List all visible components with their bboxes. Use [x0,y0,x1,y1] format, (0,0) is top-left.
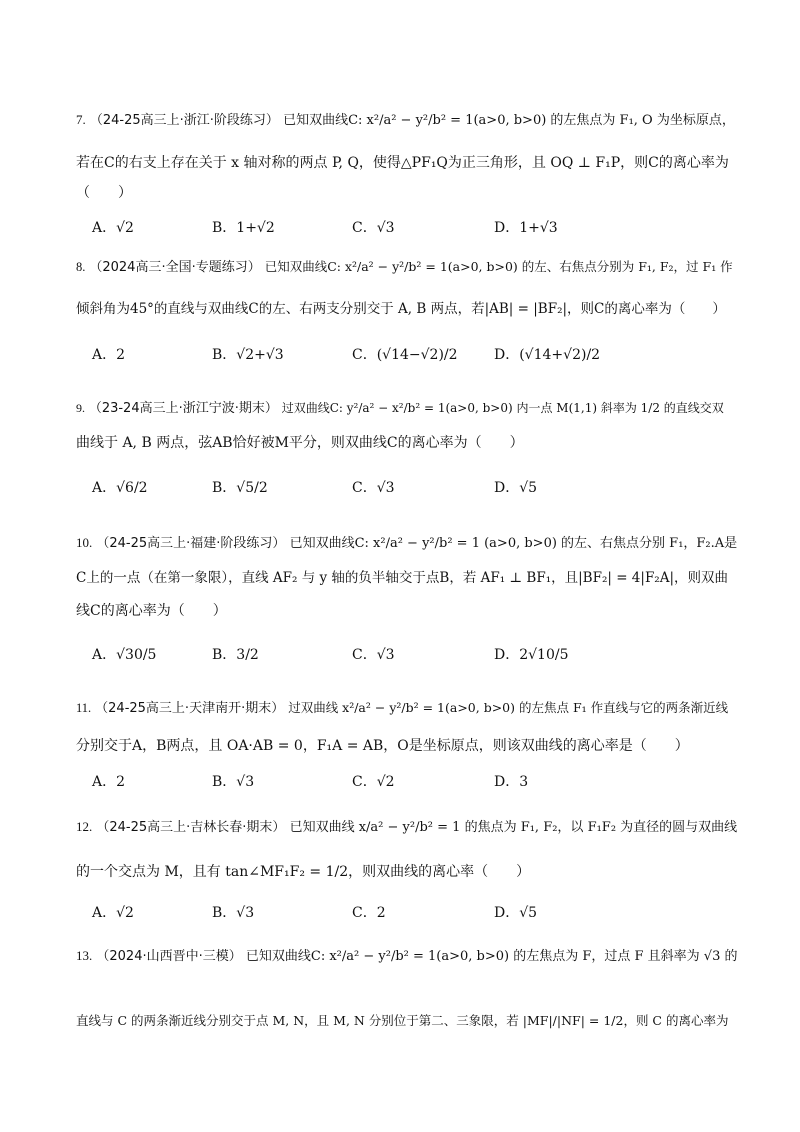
question-text-line: C上的一点（在第一象限），直线 AF₂ 与 y 轴的负半轴交于点B，若 AF₁ ⊥ BF₁，且|BF₂| = 4|F₂A|，则双曲 [76,570,729,586]
question-number: 9. [76,401,85,415]
question-text-line: （ ） [76,185,132,201]
option-b: B．3/2 [212,647,259,663]
option-c: C．2 [352,905,386,921]
question-text-line: 线C的离心率为（ ） [76,603,227,619]
option-d: D．√5 [494,480,538,496]
question-source: （24-25高三上·浙江·阶段练习） [89,113,279,128]
question-source: （24-25高三上·天津南开·期末） [95,701,285,716]
question-number: 10. [76,535,93,550]
question-text-line: 过双曲线C: y²/a² − x²/b² = 1(a>0, b>0) 内一点 M(1,1) 斜率为 1/2 的直线交双 [281,401,724,415]
option-d: D．2√10/5 [494,647,569,663]
question-source: （2024·山西晋中·三模） [96,949,242,964]
option-c: C．√3 [352,220,395,236]
question-text-line: 已知双曲线C: x²/a² − y²/b² = 1(a>0, b>0) 的左焦点为 F₁, O 为坐标原点， [283,113,735,128]
question-text-line: 过双曲线 x²/a² − y²/b² = 1(a>0, b>0) 的左焦点 F₁ 作直线与它的两条渐近线 [288,700,729,715]
option-b: B．√2+√3 [212,347,284,363]
option-b: B．√3 [212,905,255,921]
option-b: B．√3 [212,774,255,790]
question-source: （23-24高三上·浙江宁波·期末） [88,401,278,416]
option-d: D．√5 [494,905,538,921]
question-number: 7. [76,112,86,127]
question-text-line: 分别交于A，B两点，且 OA·AB = 0，F₁A = AB，O是坐标原点，则该双曲线的离心率是（ ） [76,738,689,754]
question-text-line: 已知双曲线C: x²/a² − y²/b² = 1(a>0, b>0) 的左、右焦点分别为 F₁, F₂，过 F₁ 作 [264,259,733,274]
option-a: A．√2 [92,905,134,921]
option-d: D．(√14+√2)/2 [494,347,601,363]
question-source: （24-25高三上·吉林长春·期末） [96,820,286,835]
option-a: A．2 [92,347,126,363]
question-text-line: 曲线于 A, B 两点，弦AB恰好被M平分，则双曲线C的离心率为（ ） [76,435,524,451]
option-b: B．1+√2 [212,220,275,236]
question-number: 12. [76,819,93,834]
question-text-line: 若在C的右支上存在关于 x 轴对称的两点 P, Q，使得△PF₁Q为正三角形，且 OQ ⊥ F₁P，则C的离心率为 [76,155,729,171]
question-number: 11. [76,701,92,715]
option-a: A．√6/2 [92,480,148,496]
option-c: C．√3 [352,480,395,496]
question-text-line: 倾斜角为45°的直线与双曲线C的左、右两支分别交于 A, B 两点，若|AB| = |BF₂|，则C的离心率为（ ） [76,301,726,317]
question-source: （24-25高三上·福建·阶段练习） [96,536,286,551]
option-c: C．√2 [352,774,395,790]
option-c: C．(√14−√2)/2 [352,347,458,363]
question-number: 8. [76,260,86,274]
option-d: D．3 [494,774,529,790]
option-c: C．√3 [352,647,395,663]
question-source: （2024高三·全国·专题练习） [89,260,261,275]
option-b: B．√5/2 [212,480,268,496]
question-text-line: 已知双曲线C: x²/a² − y²/b² = 1 (a>0, b>0) 的左、右焦点分别 F₁，F₂.A是 [289,536,738,551]
option-d: D．1+√3 [494,220,558,236]
question-text-line: 直线与 C 的两条渐近线分别交于点 M, N，且 M, N 分别位于第二、三象限，若 |MF|/|NF| = 1/2，则 C 的离心率为 [76,1013,729,1028]
question-text-line: 已知双曲线 x/a² − y²/b² = 1 的焦点为 F₁, F₂，以 F₁F₂ 为直径的圆与双曲线 [289,820,738,835]
question-number: 13. [76,948,93,963]
option-a: A．√30/5 [92,647,157,663]
question-text-line: 已知双曲线C: x²/a² − y²/b² = 1(a>0, b>0) 的左焦点为 F，过点 F 且斜率为 √3 的 [245,949,738,964]
question-text-line: 的一个交点为 M，且有 tan∠MF₁F₂ = 1/2，则双曲线的离心率（ ） [76,864,531,880]
option-a: A．√2 [92,220,134,236]
option-a: A．2 [92,774,126,790]
